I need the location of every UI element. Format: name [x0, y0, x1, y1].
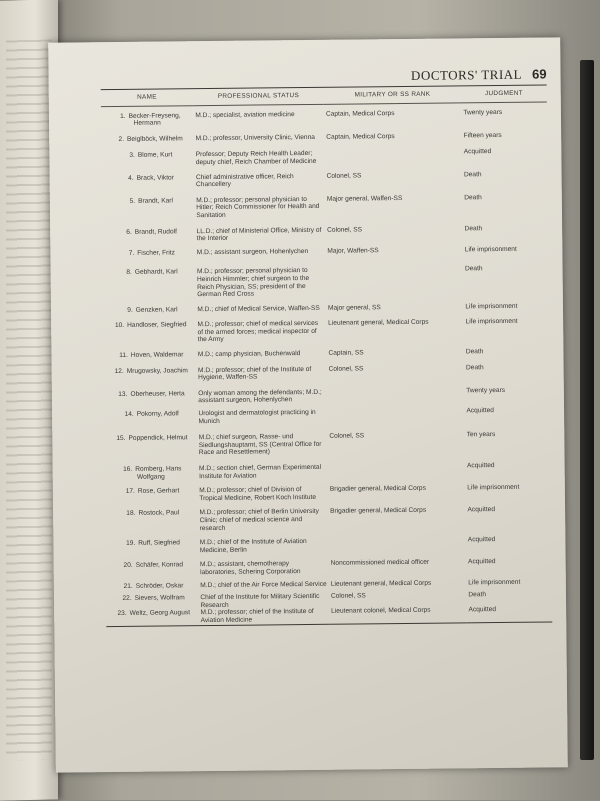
defendant-name-cell — [101, 105, 194, 128]
defendant-name: Handloser, Siegfried — [127, 321, 187, 330]
judgment-cell: Ten years — [466, 431, 496, 439]
rank-cell: Captain, Medical Corps — [326, 132, 395, 141]
book-cover-edge — [580, 60, 594, 760]
judgment-cell: Twenty years — [466, 386, 506, 395]
defendant-name-cell — [104, 359, 197, 383]
rank-cell: Captain, SS — [328, 349, 364, 357]
defendant-number: 17. — [125, 488, 135, 496]
professional-status-cell: M.D.; chief surgeon, Rasse- und Siedlungshauptamt, SS (Central Office for Race and Resettlement) — [198, 433, 322, 457]
defendant-name: Hoven, Waldemar — [130, 351, 184, 359]
defendant-name: Mrugowsky, Joachim — [126, 366, 188, 375]
defendant-name: Beiglböck, Wilhelm — [126, 135, 183, 143]
rank-cell: Lieutenant colonel, Medical Corps — [331, 607, 431, 616]
defendant-number: 8. — [126, 269, 132, 277]
rank-cell — [328, 530, 466, 554]
defendant-name: Gebhardt, Karl — [134, 268, 178, 277]
page-number: 69 — [532, 66, 547, 82]
judgment-cell: Life imprisonment — [468, 578, 521, 586]
professional-status-cell: M.D.; chief of the Institute of Aviation Medicine, Berlin — [199, 538, 307, 554]
judgment-cell: Acquitted — [466, 462, 495, 470]
defendant-name-cell — [102, 256, 195, 299]
professional-status-cell: LL.D.; chief of Ministerial Office, Ministry of the Interior — [196, 226, 322, 243]
rank-cell: Colonel, SS — [329, 432, 365, 440]
defendant-name-cell — [105, 532, 198, 555]
rank-cell: Noncommissioned medical officer — [330, 559, 430, 568]
defendant-name: Blome, Kurt — [137, 151, 173, 160]
professional-status-cell: Urologist and dermatologist practicing in Munich — [198, 408, 316, 425]
professional-status-cell: M.D.; assistant, chemotherapy laboratories, Schering Corporation — [199, 560, 301, 577]
professional-status-cell: M.D.; camp physician, Buchenwald — [197, 350, 301, 359]
defendant-number: 20. — [123, 562, 133, 570]
defendant-name: Becker-Freyseng, Hermann — [128, 111, 181, 127]
header-name: NAME — [101, 91, 193, 106]
defendant-name: Brandt, Rudolf — [134, 227, 177, 236]
defendant-number: 23. — [117, 610, 127, 618]
rank-cell: Brigadier general, Medical Corps — [329, 484, 426, 493]
judgment-cell: Acquitted — [467, 558, 496, 566]
running-head-title: DOCTORS' TRIAL — [410, 66, 523, 83]
defendants-table — [101, 87, 553, 628]
defendant-name: Ruff, Siegfried — [138, 539, 180, 547]
defendant-name: Oberheuser, Herta — [130, 390, 185, 398]
defendant-number: 10. — [114, 322, 125, 330]
rank-cell — [327, 379, 465, 404]
defendant-name: Poppendick, Helmut — [128, 434, 188, 443]
rank-cell — [324, 140, 462, 166]
professional-status-cell: M.D.; professor; chief of Division of Tropical Medicine, Robert Koch Institute — [199, 486, 317, 502]
professional-status-cell: M.D.; professor; personal physician to Heinrich Himmler; chief surgeon to the Reich Physician, SS; president of the German Red Cross — [196, 267, 310, 299]
professional-status-cell: M.D.; professor; chief of Berlin University Clinic; chief of medical science and research — [199, 508, 319, 532]
judgment-cell: Death — [464, 224, 483, 232]
defendant-name-cell — [104, 405, 197, 426]
defendant-name-cell — [106, 577, 198, 591]
defendant-name-cell — [102, 220, 195, 244]
defendant-name: Genzken, Karl — [135, 306, 178, 314]
defendant-name-cell — [105, 457, 198, 481]
judgment-cell: Acquitted — [467, 536, 496, 544]
defendant-number: 6. — [126, 228, 132, 236]
defendant-number: 16. — [123, 465, 133, 473]
defendant-name-cell — [101, 143, 194, 168]
rank-cell: Lieutenant general, Medical Corps — [330, 579, 432, 588]
defendant-name: Weltz, Georg August — [129, 609, 191, 618]
defendant-name-cell — [103, 344, 195, 360]
defendant-number: 18. — [126, 510, 136, 518]
professional-status-cell: Professor; Deputy Reich Health Leader; deputy chief, Reich Chamber of Medicine — [195, 150, 317, 167]
rank-cell: Colonel, SS — [330, 592, 366, 600]
defendant-name: Fischer, Fritz — [137, 249, 175, 257]
table-row — [104, 422, 550, 458]
defendant-number: 5. — [129, 197, 136, 205]
running-head — [411, 65, 547, 84]
professional-status-cell: M.D.; specialist, aviation medicine — [195, 110, 295, 119]
defendant-name-cell — [102, 243, 194, 258]
header-rank: MILITARY OR SS RANK — [324, 88, 462, 104]
defendant-number: 12. — [114, 367, 124, 375]
professional-status-cell: M.D.; professor; personal physician to Hitler; Reich Commissioner for Health and Sanitation — [196, 195, 320, 220]
defendant-name-cell — [105, 480, 198, 503]
professional-status-cell: M.D.; assistant surgeon, Hohenlychen — [196, 247, 309, 256]
defendant-name: Sievers, Wolfram — [134, 594, 185, 602]
defendant-name-cell — [105, 503, 198, 534]
professional-status-cell: M.D.; professor; chief of the Institute of Hygiene, Waffen-SS — [197, 365, 312, 382]
table-row — [102, 253, 548, 300]
judgment-cell: Death — [468, 591, 487, 599]
defendant-number: 15. — [116, 435, 126, 443]
facing-page-text — [6, 40, 52, 761]
defendant-name: Pokorny, Adolf — [136, 410, 179, 418]
judgment-cell: Life imprisonment — [464, 245, 517, 254]
judgment-cell: Death — [463, 170, 482, 178]
judgment-cell: Death — [465, 348, 484, 356]
rank-cell: Major, Waffen-SS — [327, 246, 379, 255]
defendant-number: 3. — [129, 152, 135, 160]
rank-cell: Major general, SS — [327, 303, 381, 312]
defendant-name-cell — [104, 382, 197, 406]
table-row — [105, 499, 551, 533]
defendant-name-cell — [103, 313, 196, 345]
rank-cell: Lieutenant general, Medical Corps — [328, 319, 429, 328]
defendant-number: 9. — [127, 306, 133, 314]
defendant-name: Brack, Viktor — [136, 173, 174, 182]
book-page — [48, 37, 568, 772]
rank-cell — [328, 454, 466, 479]
judgment-cell: Life imprisonment — [467, 483, 520, 492]
judgment-cell: Life imprisonment — [465, 318, 518, 326]
defendant-number: 13. — [118, 390, 128, 398]
professional-status-cell: Only woman among the defendants; M.D.; assistant surgeon, Hohenlychen — [198, 388, 322, 405]
professional-status-cell: M.D.; chief of the Air Force Medical Service — [200, 580, 327, 589]
defendant-name: Romberg, Hans Wolfgang — [135, 465, 182, 481]
judgment-cell: Fifteen years — [463, 131, 502, 140]
defendant-number: 1. — [120, 112, 126, 120]
defendant-number: 11. — [119, 351, 128, 360]
judgment-cell: Death — [464, 265, 483, 273]
rank-cell: Major general, Waffen-SS — [326, 194, 403, 203]
table-row — [102, 185, 548, 220]
professional-status-cell: Chief of the Institute for Military Scientific Research — [200, 593, 320, 609]
judgment-cell: Death — [465, 363, 484, 371]
defendant-name: Rose, Gerhart — [137, 487, 180, 495]
professional-status-cell: M.D.; chief of Medical Service, Waffen-SS — [197, 304, 320, 313]
professional-status-cell: M.D.; professor; chief of the Institute of Aviation Medicine — [200, 608, 314, 625]
defendant-number: 22. — [122, 594, 132, 603]
defendant-name: Brandt, Karl — [138, 197, 173, 205]
defendant-number: 4. — [128, 174, 134, 182]
defendant-name-cell — [103, 299, 195, 315]
defendant-name-cell — [102, 189, 195, 221]
defendant-name-cell — [106, 589, 199, 610]
rank-cell: Captain, Medical Corps — [325, 109, 395, 118]
professional-status-cell: M.D.; professor, University Clinic, Vienna — [195, 133, 315, 142]
professional-status-cell: Chief administrative officer, Reich Chancellery — [195, 172, 294, 189]
defendant-name: Schröder, Oskar — [135, 581, 184, 590]
judgment-cell: Life imprisonment — [465, 302, 518, 311]
rank-cell — [327, 402, 465, 424]
rank-cell: Colonel, SS — [326, 171, 362, 180]
header-status: PROFESSIONAL STATUS — [193, 90, 324, 105]
rank-cell: Colonel, SS — [327, 225, 363, 234]
rank-cell: Colonel, SS — [328, 365, 364, 373]
judgment-cell: Acquitted — [463, 148, 492, 156]
professional-status-cell: M.D.; professor; chief of medical services of the armed forces; medical inspector of the Army — [197, 320, 319, 344]
judgment-cell: Acquitted — [466, 407, 494, 415]
defendant-name-cell — [106, 555, 199, 578]
judgment-cell: Acquitted — [468, 606, 497, 614]
defendant-number: 14. — [124, 410, 134, 418]
defendant-number: 21. — [123, 582, 133, 590]
defendant-name-cell — [102, 167, 195, 190]
defendant-name-cell — [101, 127, 194, 144]
defendant-number: 7. — [128, 249, 135, 257]
rank-cell — [325, 254, 463, 298]
defendant-number: 2. — [118, 135, 125, 143]
header-judgment: JUDGMENT — [461, 87, 547, 102]
defendant-number: 19. — [126, 539, 136, 548]
defendant-name: Schäfer, Konrad — [135, 561, 184, 570]
defendant-name-cell — [104, 425, 197, 458]
defendant-name-cell — [106, 609, 199, 626]
judgment-cell: Acquitted — [467, 506, 496, 514]
judgment-cell: Twenty years — [463, 108, 503, 116]
professional-status-cell: M.D.; section chief, German Experimental Institute for Aviation — [198, 463, 322, 480]
table-row — [103, 310, 549, 345]
table-body — [101, 102, 552, 627]
judgment-cell: Death — [464, 193, 482, 202]
defendant-name: Rostock, Paul — [138, 509, 180, 518]
rank-cell: Brigadier general, Medical Corps — [330, 507, 427, 516]
